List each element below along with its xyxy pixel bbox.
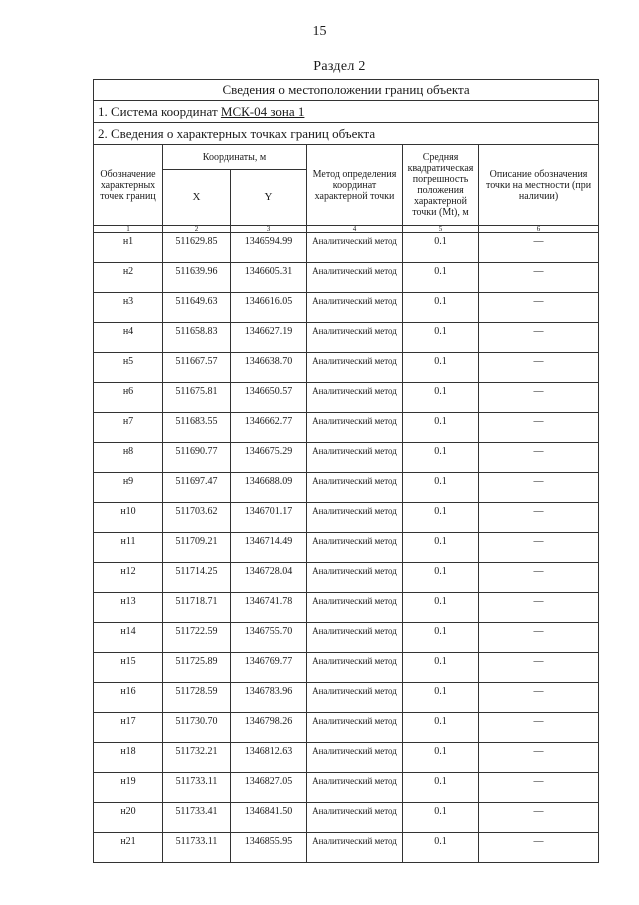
point-id: н10 <box>94 503 163 533</box>
table-row <box>94 653 599 683</box>
points-section-title: 2. Сведения о характерных точках границ объекта <box>94 123 599 145</box>
coord-y: 1346783.96 <box>231 683 307 713</box>
table-row <box>94 383 599 413</box>
method: Аналитический метод <box>307 533 403 563</box>
description: — <box>479 383 599 413</box>
header-error: Средняя квадратическая погрешность положения характерной точки (Mt), м <box>403 145 479 226</box>
column-number: 3 <box>231 226 307 233</box>
method: Аналитический метод <box>307 803 403 833</box>
table-row <box>94 623 599 653</box>
point-id: н13 <box>94 593 163 623</box>
table-row <box>94 413 599 443</box>
point-id: н14 <box>94 623 163 653</box>
coord-x: 511714.25 <box>163 563 231 593</box>
coord-x: 511728.59 <box>163 683 231 713</box>
coord-y: 1346798.26 <box>231 713 307 743</box>
table-row <box>94 443 599 473</box>
coord-y: 1346714.49 <box>231 533 307 563</box>
coord-y: 1346841.50 <box>231 803 307 833</box>
method: Аналитический метод <box>307 563 403 593</box>
description: — <box>479 353 599 383</box>
coord-x: 511722.59 <box>163 623 231 653</box>
table-row <box>94 353 599 383</box>
mean-error: 0.1 <box>403 473 479 503</box>
mean-error: 0.1 <box>403 263 479 293</box>
mean-error: 0.1 <box>403 803 479 833</box>
coord-y: 1346812.63 <box>231 743 307 773</box>
point-id: н7 <box>94 413 163 443</box>
coord-y: 1346627.19 <box>231 323 307 353</box>
coordinate-system-label: 1. Система координат <box>98 103 218 119</box>
table-row <box>94 593 599 623</box>
point-id: н2 <box>94 263 163 293</box>
coord-y: 1346741.78 <box>231 593 307 623</box>
description: — <box>479 653 599 683</box>
method: Аналитический метод <box>307 473 403 503</box>
point-id: н6 <box>94 383 163 413</box>
mean-error: 0.1 <box>403 683 479 713</box>
method: Аналитический метод <box>307 353 403 383</box>
description: — <box>479 623 599 653</box>
coord-y: 1346638.70 <box>231 353 307 383</box>
method: Аналитический метод <box>307 623 403 653</box>
column-number: 6 <box>479 226 599 233</box>
mean-error: 0.1 <box>403 233 479 263</box>
point-id: н12 <box>94 563 163 593</box>
header-method: Метод определения координат характерной точки <box>307 145 403 226</box>
table-row <box>94 683 599 713</box>
point-id: н21 <box>94 833 163 863</box>
header-y: Y <box>231 170 307 226</box>
coord-y: 1346728.04 <box>231 563 307 593</box>
mean-error: 0.1 <box>403 773 479 803</box>
description: — <box>479 803 599 833</box>
method: Аналитический метод <box>307 503 403 533</box>
column-number: 5 <box>403 226 479 233</box>
header-designation: Обозначение характерных точек границ <box>94 145 163 226</box>
method: Аналитический метод <box>307 743 403 773</box>
description: — <box>479 233 599 263</box>
coord-x: 511649.63 <box>163 293 231 323</box>
description: — <box>479 503 599 533</box>
description: — <box>479 473 599 503</box>
method: Аналитический метод <box>307 683 403 713</box>
table-row <box>94 503 599 533</box>
column-number: 2 <box>163 226 231 233</box>
table-row <box>94 263 599 293</box>
table-row <box>94 773 599 803</box>
method: Аналитический метод <box>307 383 403 413</box>
method: Аналитический метод <box>307 593 403 623</box>
table-row <box>94 563 599 593</box>
section-title: Раздел 2 <box>313 59 366 74</box>
method: Аналитический метод <box>307 263 403 293</box>
description: — <box>479 683 599 713</box>
coord-x: 511733.41 <box>163 803 231 833</box>
header-description: Описание обозначения точки на местности (при наличии) <box>479 145 599 226</box>
point-id: н19 <box>94 773 163 803</box>
description: — <box>479 323 599 353</box>
coordinate-system-value: МСК-04 зона 1 <box>220 103 305 119</box>
coord-x: 511629.85 <box>163 233 231 263</box>
column-number: 1 <box>94 226 163 233</box>
description: — <box>479 263 599 293</box>
table-row <box>94 713 599 743</box>
coord-x: 511658.83 <box>163 323 231 353</box>
column-number: 4 <box>307 226 403 233</box>
coord-x: 511639.96 <box>163 263 231 293</box>
coord-x: 511690.77 <box>163 443 231 473</box>
point-id: н5 <box>94 353 163 383</box>
point-id: н16 <box>94 683 163 713</box>
mean-error: 0.1 <box>403 413 479 443</box>
description: — <box>479 743 599 773</box>
description: — <box>479 443 599 473</box>
coord-x: 511732.21 <box>163 743 231 773</box>
coord-y: 1346701.17 <box>231 503 307 533</box>
mean-error: 0.1 <box>403 353 479 383</box>
mean-error: 0.1 <box>403 293 479 323</box>
coord-x: 511683.55 <box>163 413 231 443</box>
coord-y: 1346605.31 <box>231 263 307 293</box>
description: — <box>479 563 599 593</box>
method: Аналитический метод <box>307 653 403 683</box>
coord-x: 511667.57 <box>163 353 231 383</box>
coord-y: 1346755.70 <box>231 623 307 653</box>
coord-x: 511733.11 <box>163 833 231 863</box>
table-row <box>94 533 599 563</box>
mean-error: 0.1 <box>403 623 479 653</box>
table-title: Сведения о местоположении границ объекта <box>94 80 599 101</box>
coord-y: 1346855.95 <box>231 833 307 863</box>
mean-error: 0.1 <box>403 533 479 563</box>
mean-error: 0.1 <box>403 713 479 743</box>
method: Аналитический метод <box>307 773 403 803</box>
point-id: н17 <box>94 713 163 743</box>
table-row <box>94 833 599 863</box>
coord-y: 1346769.77 <box>231 653 307 683</box>
method: Аналитический метод <box>307 233 403 263</box>
method: Аналитический метод <box>307 293 403 323</box>
mean-error: 0.1 <box>403 593 479 623</box>
point-id: н18 <box>94 743 163 773</box>
description: — <box>479 293 599 323</box>
coord-y: 1346594.99 <box>231 233 307 263</box>
description: — <box>479 773 599 803</box>
table-row <box>94 743 599 773</box>
method: Аналитический метод <box>307 443 403 473</box>
description: — <box>479 713 599 743</box>
coord-y: 1346675.29 <box>231 443 307 473</box>
coord-x: 511718.71 <box>163 593 231 623</box>
coord-y: 1346662.77 <box>231 413 307 443</box>
header-x: X <box>163 170 231 226</box>
coord-y: 1346616.05 <box>231 293 307 323</box>
description: — <box>479 833 599 863</box>
mean-error: 0.1 <box>403 323 479 353</box>
method: Аналитический метод <box>307 323 403 353</box>
page-number: 15 <box>312 24 327 39</box>
method: Аналитический метод <box>307 833 403 863</box>
description: — <box>479 413 599 443</box>
description: — <box>479 533 599 563</box>
boundary-points-table <box>93 79 599 863</box>
mean-error: 0.1 <box>403 743 479 773</box>
coord-y: 1346827.05 <box>231 773 307 803</box>
table-row <box>94 323 599 353</box>
coord-x: 511730.70 <box>163 713 231 743</box>
coord-x: 511703.62 <box>163 503 231 533</box>
point-id: н15 <box>94 653 163 683</box>
mean-error: 0.1 <box>403 383 479 413</box>
mean-error: 0.1 <box>403 563 479 593</box>
point-id: н11 <box>94 533 163 563</box>
coordinate-system-row <box>94 101 599 123</box>
point-id: н20 <box>94 803 163 833</box>
method: Аналитический метод <box>307 413 403 443</box>
mean-error: 0.1 <box>403 833 479 863</box>
point-id: н8 <box>94 443 163 473</box>
coord-x: 511709.21 <box>163 533 231 563</box>
point-id: н4 <box>94 323 163 353</box>
table-row <box>94 233 599 263</box>
table-row <box>94 293 599 323</box>
description: — <box>479 593 599 623</box>
coord-x: 511733.11 <box>163 773 231 803</box>
coord-x: 511697.47 <box>163 473 231 503</box>
header-coordinates: Координаты, м <box>163 145 307 170</box>
table-row <box>94 803 599 833</box>
point-id: н1 <box>94 233 163 263</box>
point-id: н3 <box>94 293 163 323</box>
mean-error: 0.1 <box>403 653 479 683</box>
mean-error: 0.1 <box>403 443 479 473</box>
coord-x: 511725.89 <box>163 653 231 683</box>
method: Аналитический метод <box>307 713 403 743</box>
coord-y: 1346650.57 <box>231 383 307 413</box>
coord-y: 1346688.09 <box>231 473 307 503</box>
coord-x: 511675.81 <box>163 383 231 413</box>
mean-error: 0.1 <box>403 503 479 533</box>
table-row <box>94 473 599 503</box>
point-id: н9 <box>94 473 163 503</box>
